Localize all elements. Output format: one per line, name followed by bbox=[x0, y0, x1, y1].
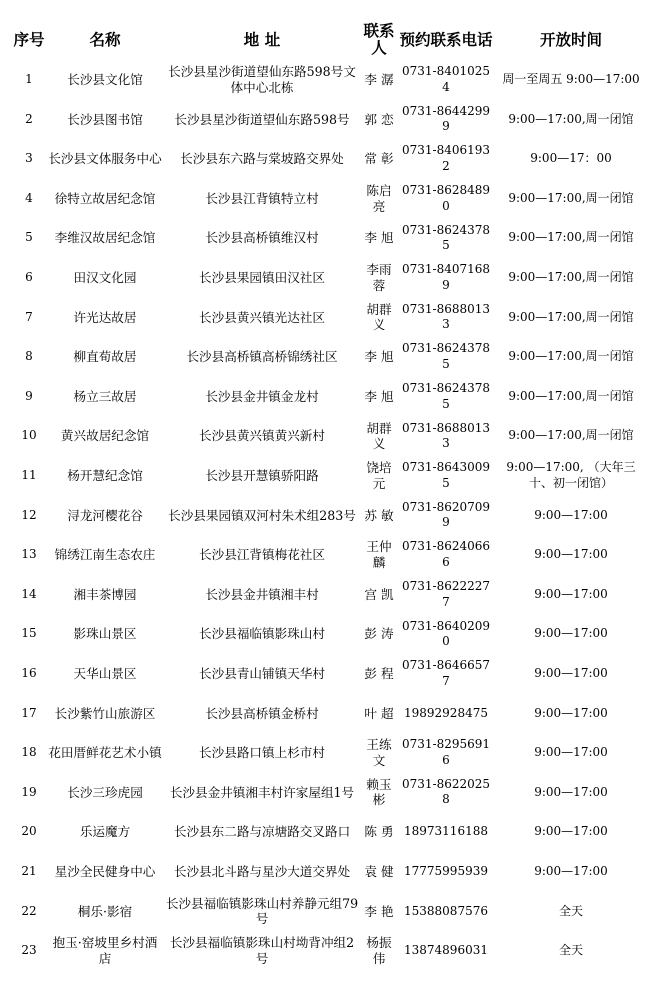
table-row bbox=[12, 139, 648, 179]
cell-phone: 0731-86222277 bbox=[401, 579, 491, 609]
cell-name: 长沙三珍虎园 bbox=[67, 784, 143, 800]
cell-name: 许光达故居 bbox=[73, 309, 137, 325]
table-row bbox=[12, 298, 648, 338]
cell-name: 长沙县文化馆 bbox=[67, 72, 143, 88]
cell-no: 2 bbox=[25, 111, 33, 126]
cell-hours: 全天 bbox=[558, 903, 583, 918]
cell-name: 锦绣江南生态农庄 bbox=[54, 547, 156, 563]
table-row bbox=[12, 496, 648, 536]
cell-contact: 彭 程 bbox=[364, 665, 394, 681]
cell-contact: 李 艳 bbox=[364, 903, 394, 919]
cell-phone: 0731-86880133 bbox=[401, 301, 491, 332]
cell-hours: 9:00—17:00,周一闭馆 bbox=[508, 309, 634, 324]
cell-contact: 袁 健 bbox=[364, 863, 394, 879]
table-row bbox=[12, 100, 648, 140]
cell-no: 18 bbox=[21, 745, 37, 760]
cell-no: 5 bbox=[25, 230, 33, 245]
cell-no: 8 bbox=[25, 349, 33, 364]
cell-address: 长沙县福临镇影珠山村 bbox=[199, 626, 325, 642]
cell-address: 长沙县东六路与棠坡路交界处 bbox=[180, 151, 344, 167]
cell-phone: 13874896031 bbox=[404, 943, 488, 958]
cell-contact: 饶培元 bbox=[366, 460, 392, 491]
cell-name: 天华山景区 bbox=[73, 665, 137, 681]
table-row bbox=[12, 337, 648, 377]
cell-phone: 0731-86442999 bbox=[401, 103, 491, 134]
cell-contact: 苏 敏 bbox=[364, 507, 394, 523]
cell-no: 19 bbox=[21, 784, 37, 799]
table-row bbox=[12, 258, 648, 298]
cell-address: 长沙县高桥镇金桥村 bbox=[205, 705, 319, 721]
cell-address: 长沙县东二路与凉塘路交叉路口 bbox=[173, 824, 351, 840]
header-name: 名称 bbox=[89, 30, 121, 49]
table-row bbox=[12, 891, 648, 931]
cell-name: 抱玉·窑坡里乡村酒店 bbox=[52, 935, 158, 966]
cell-name: 杨开慧纪念馆 bbox=[67, 467, 143, 483]
header-hours: 开放时间 bbox=[539, 30, 602, 49]
cell-phone: 0731-86240666 bbox=[401, 539, 491, 569]
cell-hours: 9:00—17:00,周一闭馆 bbox=[508, 388, 634, 403]
cell-name: 黄兴故居纪念馆 bbox=[60, 428, 150, 444]
cell-name: 杨立三故居 bbox=[73, 388, 137, 404]
table-row bbox=[12, 773, 648, 813]
header-phone: 预约联系电话 bbox=[399, 30, 493, 49]
table-row bbox=[12, 852, 648, 892]
header-address: 地 址 bbox=[243, 30, 281, 49]
cell-contact: 郭 恋 bbox=[364, 111, 394, 127]
cell-hours: 9:00—17:00 bbox=[534, 784, 608, 799]
cell-address: 长沙县黄兴镇黄兴新村 bbox=[199, 428, 325, 444]
cell-contact: 杨振伟 bbox=[366, 935, 392, 966]
cell-contact: 常 彰 bbox=[364, 151, 394, 167]
venue-table bbox=[12, 20, 648, 971]
cell-address: 长沙县金井镇湘丰村 bbox=[205, 586, 319, 602]
cell-hours: 9:00—17:00 bbox=[534, 626, 608, 641]
cell-contact: 胡群义 bbox=[366, 301, 392, 333]
cell-contact: 陈 勇 bbox=[364, 824, 394, 840]
cell-contact: 陈启亮 bbox=[366, 183, 392, 214]
cell-phone: 0731-86880133 bbox=[401, 420, 491, 451]
cell-hours: 9:00—17:00 bbox=[534, 745, 608, 760]
table-row bbox=[12, 931, 648, 971]
cell-hours: 9:00—17：00 bbox=[530, 151, 612, 166]
cell-hours: 9:00—17:00,周一闭馆 bbox=[508, 190, 634, 205]
table-row bbox=[12, 179, 648, 219]
cell-address: 长沙县黄兴镇光达社区 bbox=[199, 309, 325, 325]
cell-address: 长沙县金井镇金龙村 bbox=[205, 388, 319, 404]
cell-name: 浔龙河樱花谷 bbox=[67, 507, 143, 523]
cell-address: 长沙县福临镇影珠山村坳背冲组2号 bbox=[169, 935, 355, 966]
cell-contact: 李 旭 bbox=[364, 349, 394, 365]
cell-phone: 0731-86284890 bbox=[401, 183, 491, 213]
cell-no: 4 bbox=[25, 190, 33, 205]
cell-no: 16 bbox=[21, 665, 37, 680]
cell-address: 长沙县果园镇田汉社区 bbox=[199, 270, 325, 286]
table-row bbox=[12, 60, 648, 100]
cell-no: 15 bbox=[21, 626, 37, 641]
cell-no: 14 bbox=[21, 586, 37, 601]
cell-no: 20 bbox=[21, 824, 37, 839]
table-row bbox=[12, 694, 648, 734]
cell-address: 长沙县金井镇湘丰村许家屋组1号 bbox=[169, 784, 355, 800]
cell-address: 长沙县星沙街道望仙东路598号文体中心北栋 bbox=[168, 64, 356, 95]
cell-contact: 王仲麟 bbox=[366, 539, 392, 570]
cell-address: 长沙县路口镇上杉市村 bbox=[199, 745, 325, 761]
cell-hours: 9:00—17:00 bbox=[534, 824, 608, 839]
cell-hours: 9:00—17:00 bbox=[534, 705, 608, 720]
cell-address: 长沙县星沙街道望仙东路598号 bbox=[174, 111, 350, 127]
cell-hours: 9:00—17:00,周一闭馆 bbox=[508, 111, 634, 126]
cell-contact: 李雨蓉 bbox=[366, 262, 392, 293]
cell-name: 影珠山景区 bbox=[73, 626, 137, 642]
cell-name: 乐运魔方 bbox=[79, 824, 131, 840]
cell-hours: 9:00—17:00 bbox=[534, 507, 608, 522]
cell-hours: 9:00—17:00, （大年三十、初一闭馆） bbox=[506, 460, 636, 490]
cell-hours: 9:00—17:00,周一闭馆 bbox=[508, 270, 634, 285]
cell-contact: 胡群义 bbox=[366, 420, 392, 452]
table-row bbox=[12, 812, 648, 852]
table-row bbox=[12, 456, 648, 496]
cell-hours: 9:00—17:00 bbox=[534, 665, 608, 680]
cell-contact: 彭 涛 bbox=[364, 626, 394, 642]
cell-no: 10 bbox=[21, 428, 37, 443]
cell-name: 花田厝鲜花艺术小镇 bbox=[48, 745, 162, 761]
cell-phone: 0731-84010254 bbox=[401, 64, 491, 94]
cell-address: 长沙县江背镇梅花社区 bbox=[199, 547, 325, 563]
cell-address: 长沙县果园镇双河村朱术组283号 bbox=[168, 507, 356, 523]
cell-no: 11 bbox=[21, 467, 37, 482]
cell-no: 21 bbox=[21, 863, 37, 878]
cell-name: 桐乐·影宿 bbox=[77, 903, 133, 919]
cell-address: 长沙县北斗路与星沙大道交界处 bbox=[173, 863, 351, 879]
cell-no: 17 bbox=[21, 705, 37, 720]
cell-name: 长沙县文体服务中心 bbox=[48, 151, 162, 167]
cell-hours: 周一至周五 9:00—17:00 bbox=[502, 72, 640, 87]
cell-address: 长沙县开慧镇骄阳路 bbox=[205, 467, 319, 483]
cell-phone: 17775995939 bbox=[404, 863, 488, 878]
cell-hours: 9:00—17:00,周一闭馆 bbox=[508, 230, 634, 245]
cell-phone: 0731-84071689 bbox=[401, 262, 491, 292]
cell-contact: 王练文 bbox=[366, 737, 392, 768]
cell-phone: 19892928475 bbox=[404, 705, 488, 720]
cell-hours: 9:00—17:00 bbox=[534, 863, 608, 878]
table-row bbox=[12, 218, 648, 258]
cell-hours: 9:00—17:00 bbox=[534, 547, 608, 562]
table-row bbox=[12, 614, 648, 654]
cell-phone: 0731-86207099 bbox=[401, 499, 491, 530]
cell-phone: 0731-86402090 bbox=[401, 618, 491, 649]
cell-contact: 赖玉彬 bbox=[366, 776, 392, 808]
cell-no: 9 bbox=[25, 388, 33, 403]
cell-phone: 0731-86220258 bbox=[401, 776, 491, 807]
header-contact: 联系人 bbox=[363, 22, 395, 57]
cell-no: 22 bbox=[21, 903, 37, 918]
cell-phone: 0731-84061932 bbox=[401, 143, 491, 173]
cell-no: 13 bbox=[21, 547, 37, 562]
cell-contact: 李 旭 bbox=[364, 230, 394, 246]
table-row bbox=[12, 535, 648, 575]
table-row bbox=[12, 733, 648, 773]
cell-phone: 0731-86243785 bbox=[401, 341, 491, 371]
cell-name: 李维汉故居纪念馆 bbox=[54, 230, 156, 246]
cell-address: 长沙县江背镇特立村 bbox=[205, 190, 319, 206]
cell-contact: 李 旭 bbox=[364, 388, 394, 404]
cell-phone: 0731-82956916 bbox=[401, 737, 491, 767]
cell-contact: 叶 超 bbox=[364, 705, 394, 721]
cell-no: 3 bbox=[25, 151, 33, 166]
table-row bbox=[12, 654, 648, 694]
cell-address: 长沙县青山铺镇天华村 bbox=[199, 665, 325, 681]
cell-name: 长沙紫竹山旅游区 bbox=[54, 705, 156, 721]
cell-address: 长沙县高桥镇高桥锦绣社区 bbox=[186, 349, 338, 365]
cell-name: 徐特立故居纪念馆 bbox=[54, 190, 156, 206]
table-header-row bbox=[12, 20, 648, 60]
table-row bbox=[12, 377, 648, 417]
cell-phone: 0731-86243785 bbox=[401, 222, 491, 253]
cell-phone: 18973116188 bbox=[404, 824, 488, 839]
table-body bbox=[12, 60, 648, 971]
cell-no: 6 bbox=[25, 270, 33, 285]
cell-name: 田汉文化园 bbox=[73, 270, 137, 286]
header-no: 序号 bbox=[13, 30, 45, 49]
cell-contact: 李 潺 bbox=[364, 72, 394, 88]
table-row bbox=[12, 416, 648, 456]
cell-contact: 宫 凯 bbox=[364, 586, 394, 602]
cell-name: 柳直荀故居 bbox=[73, 349, 137, 365]
cell-hours: 9:00—17:00,周一闭馆 bbox=[508, 428, 634, 443]
cell-phone: 0731-86243785 bbox=[401, 381, 491, 411]
cell-no: 12 bbox=[21, 507, 37, 522]
cell-no: 7 bbox=[25, 309, 33, 324]
cell-no: 23 bbox=[21, 943, 37, 958]
table-row bbox=[12, 575, 648, 615]
cell-address: 长沙县福临镇影珠山村养静元组79号 bbox=[165, 895, 359, 927]
cell-name: 长沙县图书馆 bbox=[67, 111, 143, 127]
cell-no: 1 bbox=[25, 72, 33, 87]
cell-name: 星沙全民健身中心 bbox=[54, 863, 156, 879]
cell-hours: 9:00—17:00 bbox=[534, 586, 608, 601]
cell-name: 湘丰茶博园 bbox=[73, 586, 137, 602]
cell-phone: 15388087576 bbox=[404, 903, 488, 918]
cell-address: 长沙县高桥镇维汉村 bbox=[205, 230, 319, 246]
cell-hours: 9:00—17:00,周一闭馆 bbox=[508, 349, 634, 364]
cell-phone: 0731-86430095 bbox=[401, 460, 491, 490]
cell-hours: 全天 bbox=[558, 943, 583, 958]
cell-phone: 0731-86466577 bbox=[401, 658, 491, 688]
